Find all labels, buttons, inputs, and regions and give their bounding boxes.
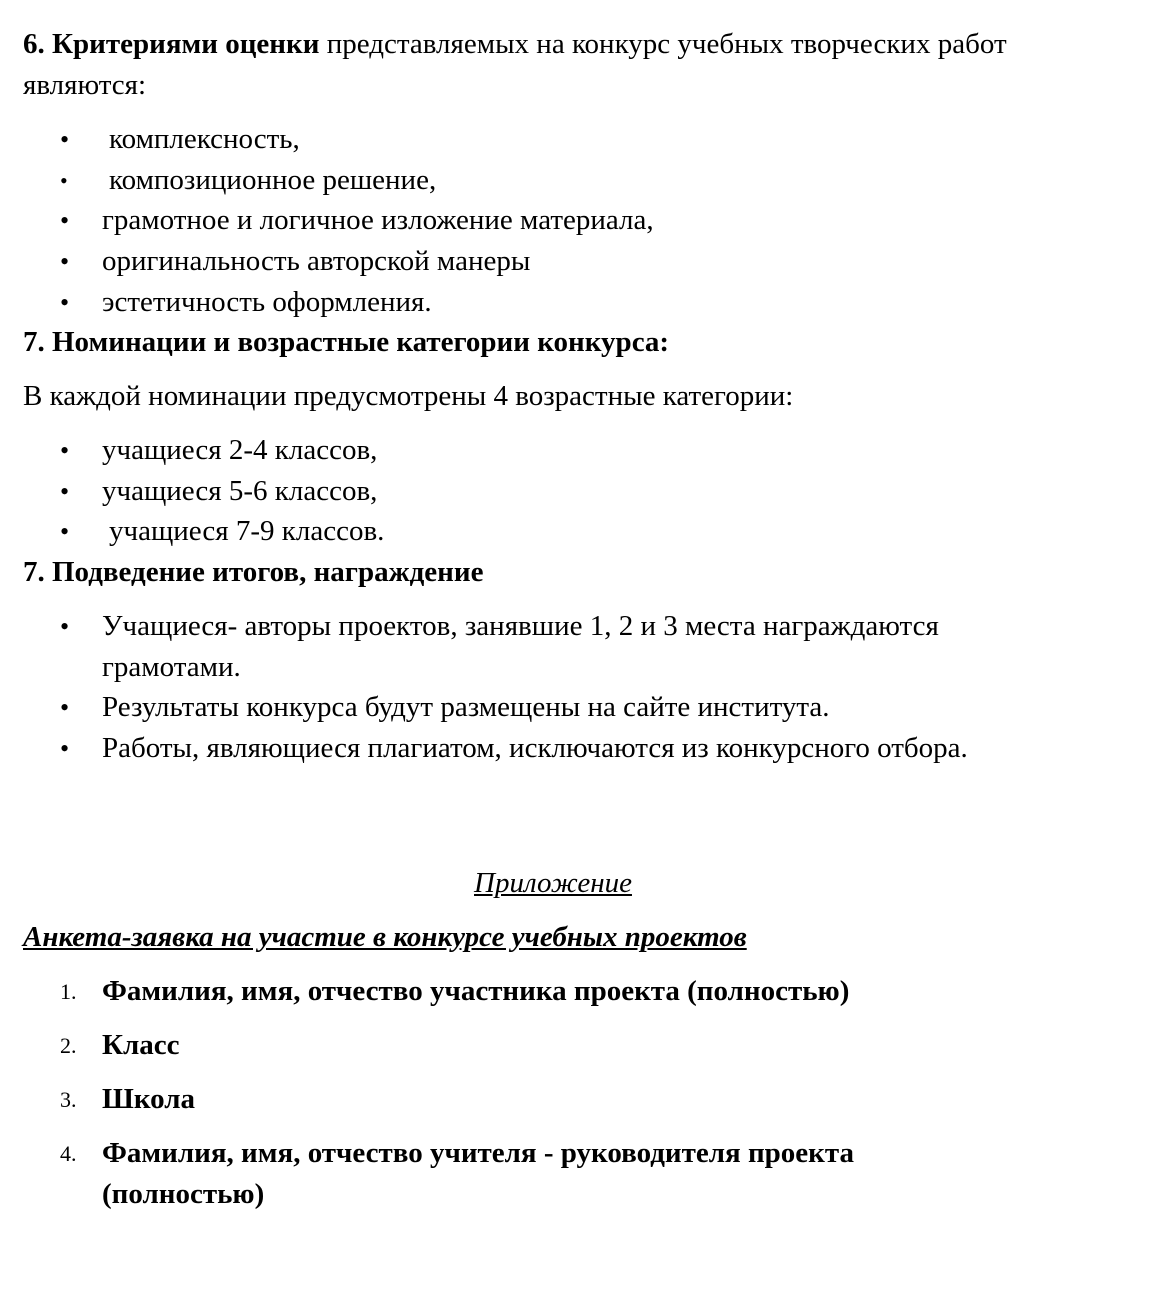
field-label: Фамилия, имя, отчество учителя - руководителя проекта	[102, 1137, 854, 1169]
section7a-heading: 7. Номинации и возрастные категории конкурса:	[23, 326, 670, 358]
criteria-item: оригинальность авторской манеры	[102, 245, 531, 277]
list-item	[0, 728, 1160, 769]
bullet-icon: •	[60, 125, 70, 154]
list-item	[0, 471, 1160, 512]
list-item	[0, 200, 1160, 241]
form-field	[0, 1079, 1160, 1120]
form-field	[0, 1133, 1160, 1174]
section6-heading	[23, 24, 1007, 65]
field-number: 1.	[60, 979, 77, 1004]
section7b-heading: 7. Подведение итогов, награждение	[23, 556, 484, 588]
list-item	[0, 430, 1160, 471]
list-item	[0, 511, 1160, 552]
field-number: 3.	[60, 1087, 77, 1112]
criteria-item: эстетичность оформления.	[102, 286, 432, 318]
section6-heading-bold: 6. Критериями оценки	[23, 28, 320, 60]
form-title: Анкета-заявка на участие в конкурсе учебных проектов	[23, 921, 747, 953]
form-field-continuation	[0, 1174, 1160, 1215]
list-item	[0, 606, 1160, 647]
bullet-icon: •	[60, 436, 70, 465]
category-item: учащиеся 2-4 классов,	[102, 434, 378, 466]
form-field	[0, 1025, 1160, 1066]
category-item: учащиеся 5-6 классов,	[102, 475, 378, 507]
field-label: Класс	[102, 1029, 180, 1061]
bullet-icon: •	[60, 734, 70, 763]
form-field	[0, 971, 1160, 1012]
section7a-intro: В каждой номинации предусмотрены 4 возрастные категории:	[23, 380, 794, 412]
field-label: Фамилия, имя, отчество участника проекта (полностью)	[102, 975, 850, 1007]
result-item-line1: Результаты конкурса будут размещены на сайте института.	[102, 691, 830, 723]
list-item	[0, 119, 1160, 160]
bullet-icon: •	[60, 517, 70, 546]
bullet-icon: •	[60, 477, 70, 506]
list-item	[0, 687, 1160, 728]
result-item-line2: грамотами.	[102, 651, 241, 683]
bullet-icon: •	[60, 206, 70, 235]
section6-heading-line2: являются:	[23, 69, 147, 101]
list-item	[0, 241, 1160, 282]
appendix-label: Приложение	[474, 867, 632, 899]
bullet-icon: •	[60, 693, 70, 722]
category-item: учащиеся 7-9 классов.	[109, 515, 385, 547]
criteria-item: композиционное решение,	[109, 164, 437, 196]
section6-heading-rest: представляемых на конкурс учебных творческих работ	[319, 28, 1007, 60]
bullet-icon: •	[60, 247, 70, 276]
bullet-icon: •	[60, 288, 70, 317]
list-item	[0, 282, 1160, 323]
field-label: Школа	[102, 1083, 196, 1115]
field-number: 4.	[60, 1141, 77, 1166]
list-item	[0, 160, 1160, 201]
bullet-icon: •	[60, 168, 68, 193]
field-number: 2.	[60, 1033, 77, 1058]
bullet-icon: •	[60, 612, 70, 641]
list-item-continuation	[0, 647, 1160, 688]
result-item-line1: Учащиеся- авторы проектов, занявшие 1, 2 и 3 места награждаются	[102, 610, 939, 642]
criteria-item: комплексность,	[109, 123, 300, 155]
field-label-line2: (полностью)	[102, 1178, 265, 1210]
criteria-item: грамотное и логичное изложение материала,	[102, 204, 654, 236]
result-item-line1: Работы, являющиеся плагиатом, исключаются из конкурсного отбора.	[102, 732, 968, 764]
